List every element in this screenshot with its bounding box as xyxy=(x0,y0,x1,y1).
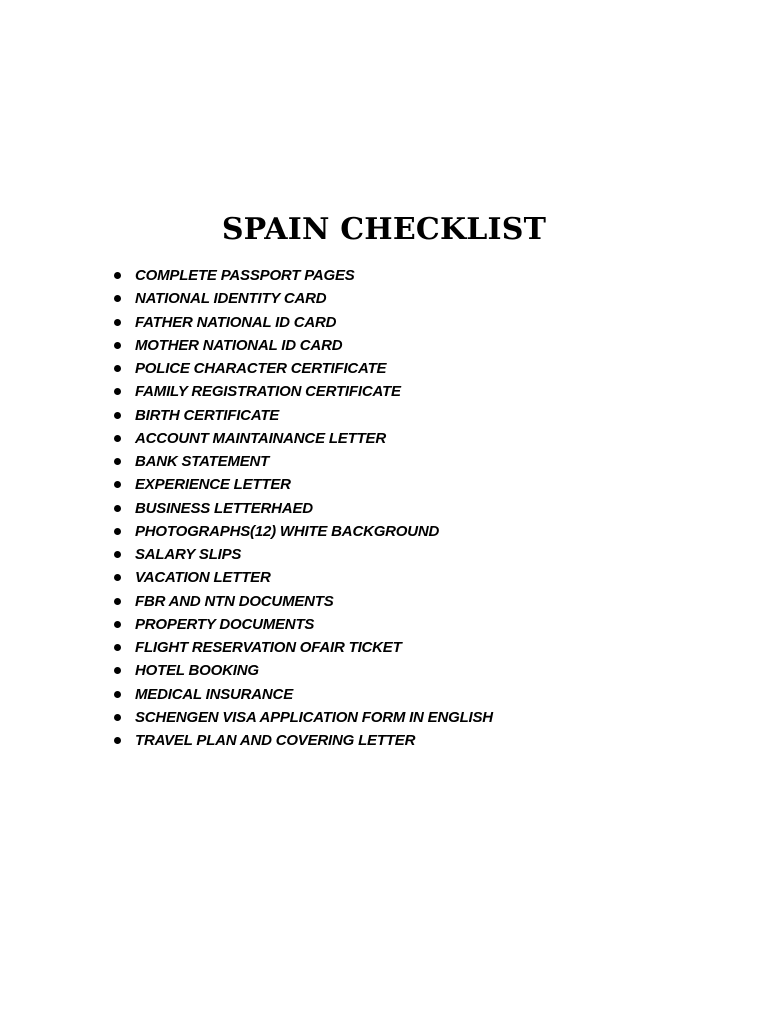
list-item-label: EXPERIENCE LETTER xyxy=(135,476,291,494)
bullet-icon xyxy=(114,691,121,698)
bullet-icon xyxy=(114,551,121,558)
list-item-label: PHOTOGRAPHS(12) WHITE BACKGROUND xyxy=(135,522,440,540)
list-item-label: POLICE CHARACTER CERTIFICATE xyxy=(135,360,387,378)
list-item-label: BIRTH CERTIFICATE xyxy=(135,406,280,424)
list-item xyxy=(108,264,493,287)
list-item-label: TRAVEL PLAN AND COVERING LETTER xyxy=(135,732,416,750)
list-item xyxy=(108,520,493,543)
list-item xyxy=(108,311,493,334)
checklist xyxy=(108,264,493,752)
list-item-label: FAMILY REGISTRATION CERTIFICATE xyxy=(135,383,401,401)
list-item-label: SCHENGEN VISA APPLICATION FORM IN ENGLISH xyxy=(135,708,493,726)
list-item-label: FBR AND NTN DOCUMENTS xyxy=(135,592,334,610)
bullet-icon xyxy=(114,737,121,744)
list-item-label: MOTHER NATIONAL ID CARD xyxy=(135,336,343,354)
list-item-label: SALARY SLIPS xyxy=(135,546,242,564)
bullet-icon xyxy=(114,365,121,372)
list-item xyxy=(108,380,493,403)
bullet-icon xyxy=(114,528,121,535)
list-item xyxy=(108,590,493,613)
list-item-label: FATHER NATIONAL ID CARD xyxy=(135,313,337,331)
list-item xyxy=(108,613,493,636)
list-item xyxy=(108,659,493,682)
list-item-label: MEDICAL INSURANCE xyxy=(135,685,293,703)
bullet-icon xyxy=(114,714,121,721)
page-title: SPAIN CHECKLIST xyxy=(221,212,547,247)
list-item xyxy=(108,404,493,427)
list-item xyxy=(108,683,493,706)
list-item-label: NATIONAL IDENTITY CARD xyxy=(135,290,327,308)
list-item xyxy=(108,334,493,357)
bullet-icon xyxy=(114,342,121,349)
bullet-icon xyxy=(114,295,121,302)
bullet-icon xyxy=(114,319,121,326)
list-item-label: FLIGHT RESERVATION OFAIR TICKET xyxy=(135,639,402,657)
list-item-label: BUSINESS LETTERHAED xyxy=(135,499,313,517)
list-item-label: ACCOUNT MAINTAINANCE LETTER xyxy=(135,429,386,447)
list-item xyxy=(108,566,493,589)
list-item-label: HOTEL BOOKING xyxy=(135,662,259,680)
list-item xyxy=(108,706,493,729)
list-item-label: COMPLETE PASSPORT PAGES xyxy=(135,267,355,285)
bullet-icon xyxy=(114,621,121,628)
list-item xyxy=(108,473,493,496)
list-item-label: VACATION LETTER xyxy=(135,569,271,587)
list-item xyxy=(108,357,493,380)
list-item-label: PROPERTY DOCUMENTS xyxy=(135,615,315,633)
bullet-icon xyxy=(114,644,121,651)
bullet-icon xyxy=(114,574,121,581)
bullet-icon xyxy=(114,435,121,442)
bullet-icon xyxy=(114,272,121,279)
bullet-icon xyxy=(114,388,121,395)
list-item xyxy=(108,729,493,752)
list-item xyxy=(108,450,493,473)
bullet-icon xyxy=(114,412,121,419)
list-item xyxy=(108,543,493,566)
list-item xyxy=(108,497,493,520)
list-item xyxy=(108,427,493,450)
bullet-icon xyxy=(114,505,121,512)
list-item xyxy=(108,287,493,310)
list-item xyxy=(108,636,493,659)
bullet-icon xyxy=(114,667,121,674)
list-item-label: BANK STATEMENT xyxy=(135,453,270,471)
bullet-icon xyxy=(114,458,121,465)
bullet-icon xyxy=(114,598,121,605)
bullet-icon xyxy=(114,481,121,488)
